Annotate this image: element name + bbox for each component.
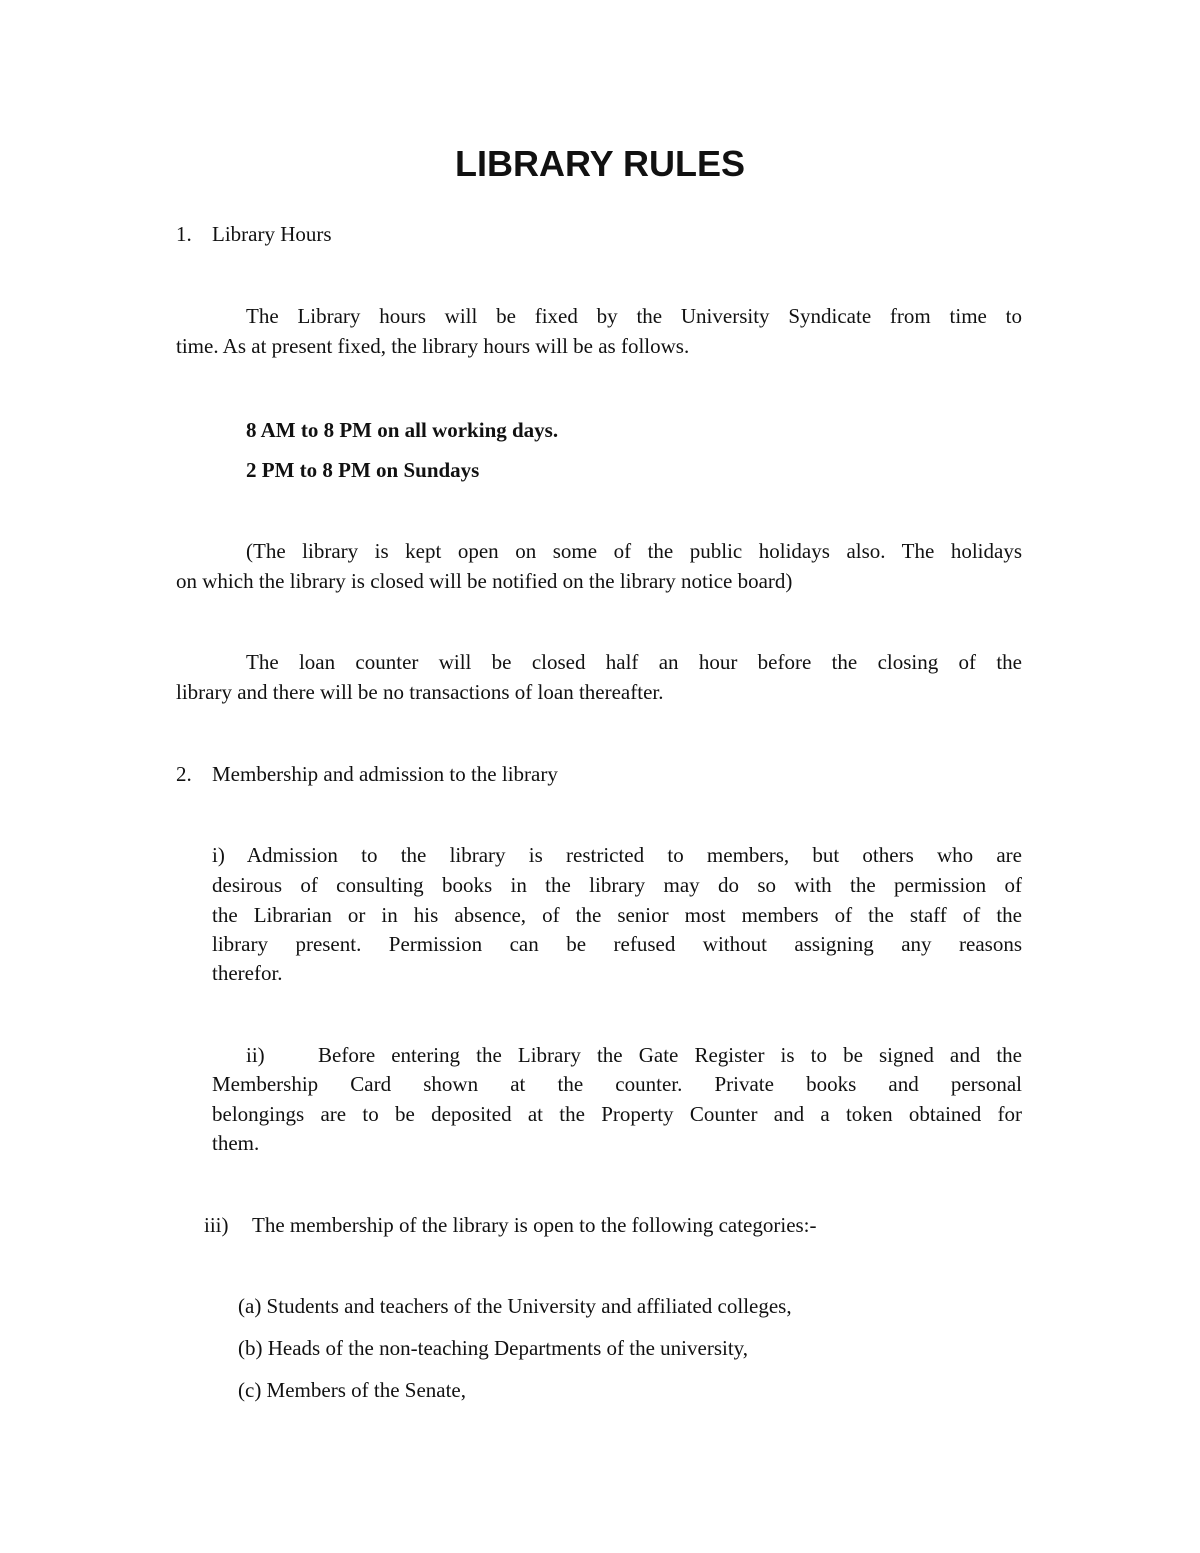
category-item: (b) Heads of the non-teaching Departments of the university, bbox=[238, 1336, 749, 1360]
category-item: (a) Students and teachers of the University and affiliated colleges, bbox=[238, 1294, 792, 1318]
item-ii-line1: Before entering the Library the Gate Register is to be signed and the bbox=[318, 1043, 1022, 1067]
item-ii-line3: belongings are to be deposited at the Property Counter and a token obtained for bbox=[212, 1102, 1022, 1126]
section-1-para1-line1: The Library hours will be fixed by the University Syndicate from time to bbox=[246, 304, 1022, 328]
item-iii-marker: iii) bbox=[204, 1213, 229, 1237]
section-2-heading: Membership and admission to the library bbox=[212, 762, 558, 786]
hours-sundays: 2 PM to 8 PM on Sundays bbox=[246, 458, 480, 482]
section-1-number: 1. bbox=[176, 222, 192, 246]
section-1-para1-line2: time. As at present fixed, the library hours will be as follows. bbox=[176, 334, 690, 358]
item-i-line3: the Librarian or in his absence, of the senior most members of the staff of the bbox=[212, 903, 1022, 927]
page-title: LIBRARY RULES bbox=[454, 143, 746, 184]
section-2-number: 2. bbox=[176, 762, 192, 786]
section-1-para2-line1: (The library is kept open on some of the public holidays also. The holidays bbox=[246, 539, 1022, 563]
item-i-line2: desirous of consulting books in the library may do so with the permission of bbox=[212, 873, 1022, 897]
item-iii-line1: The membership of the library is open to the following categories:- bbox=[252, 1213, 817, 1237]
section-1-heading: Library Hours bbox=[212, 222, 332, 246]
item-i-line5: therefor. bbox=[212, 961, 283, 985]
category-item: (c) Members of the Senate, bbox=[238, 1378, 466, 1402]
item-ii-marker: ii) bbox=[246, 1043, 265, 1067]
hours-working-days: 8 AM to 8 PM on all working days. bbox=[246, 418, 559, 442]
section-1-para2-line2: on which the library is closed will be notified on the library notice board) bbox=[176, 569, 793, 593]
item-i-line1: i) Admission to the library is restricted to members, but others who are bbox=[212, 843, 1022, 867]
section-1-para3-line2: library and there will be no transactions of loan thereafter. bbox=[176, 680, 664, 704]
item-ii-line2: Membership Card shown at the counter. Private books and personal bbox=[212, 1072, 1022, 1096]
item-i-line4: library present. Permission can be refused without assigning any reasons bbox=[212, 932, 1022, 956]
item-ii-line4: them. bbox=[212, 1131, 260, 1155]
section-1-para3-line1: The loan counter will be closed half an hour before the closing of the bbox=[246, 650, 1022, 674]
